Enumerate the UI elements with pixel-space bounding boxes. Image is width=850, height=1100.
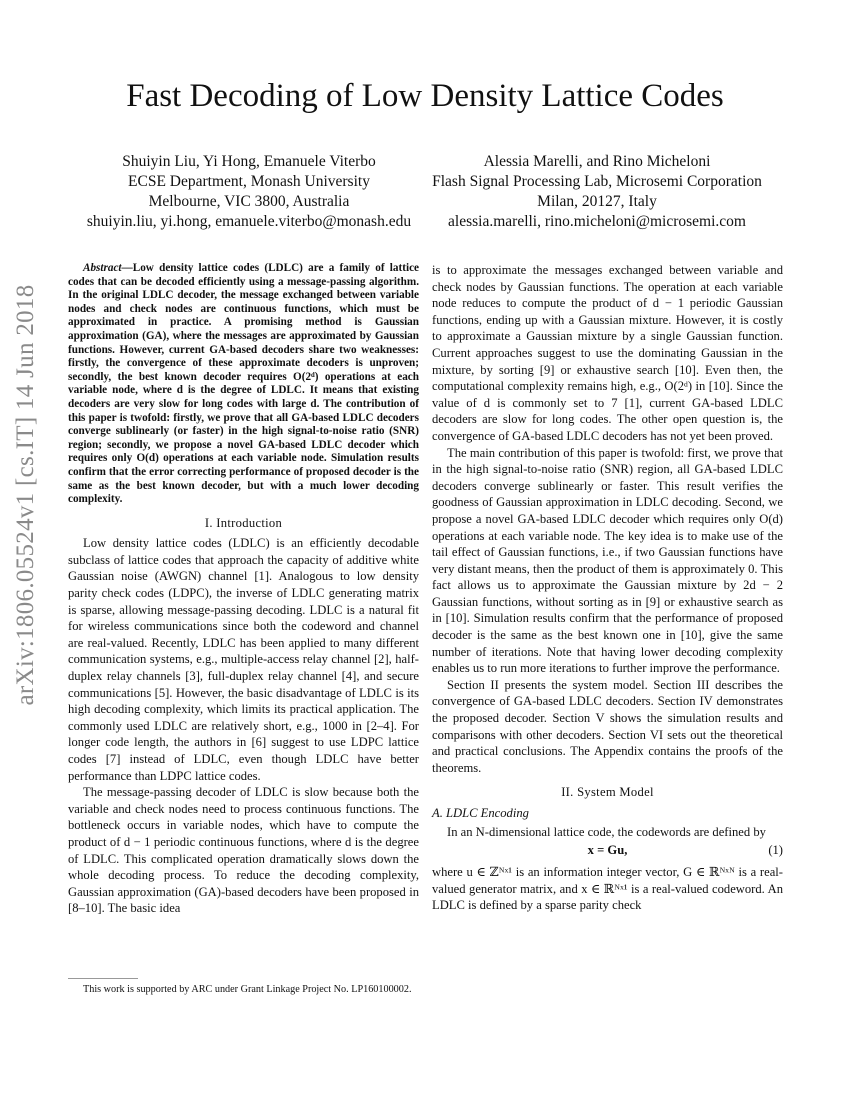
address-left: Melbourne, VIC 3800, Australia	[148, 193, 350, 210]
author-names-right: Alessia Marelli, and Rino Micheloni	[483, 153, 711, 170]
equation-1	[432, 842, 783, 860]
left-column	[68, 262, 419, 917]
address-right: Milan, 20127, Italy	[537, 193, 657, 210]
author-block-left	[84, 152, 414, 232]
abstract	[68, 262, 419, 507]
intro-paragraph-1: Low density lattice codes (LDLC) is an efficiently decodable subclass of lattice codes that approach the capacity of additive white Gaussian noise (AWGN) channel [1]. Analogous to low density parity check codes (LDPC), the inverse of LDLC generating matrix is sparse, allowing message-passing decoding. LDLC is a natural fit for wireless communications since both the codeword and channel are real-valued. Recently, LDLC has been applied to many different communication systems, e.g., multiple-access relay channel [2], half-duplex relay channels [3], full-duplex relay channel [4], and secure communications [5]. However, the basic disadvantage of LDLC is its high decoding complexity, which limits its practical application. The commonly used LDLC are relatively short, e.g., 1000 in [2–4]. For longer code length, the authors in [6] suggest to use LDPC lattice codes [7] instead of LDLC, even though LDLC have better performance than LDPC lattice codes.	[68, 536, 419, 783]
intro-paragraph-4: The main contribution of this paper is twofold: first, we prove that in the high signal-to-noise ratio (SNR) region, all GA-based LDLC decoders converge sublinearly or faster. This result verifies the goodness of Gaussian approximation in LDLC decoding. Second, we propose a novel GA-based LDLC decoder which requires only O(d) operations at each variable node. The key idea is to make use of the tail effect of Gaussian functions, i.e., if two Gaussian functions have very distant means, then the product of them is approximately 0. This fact allows us to approximate the Gaussian mixture by 2d − 2 Gaussian functions, without sorting as in [9] or exhaustive search as in [10]. Simulation results confirm that the performance of proposed decoder is the same as the best known one in [10], give the same number of iterations. Note that having lower decoding complexity enables us to run more iterations to further improve the performance.	[432, 445, 783, 676]
system-model-paragraph-1: In an N-dimensional lattice code, the codewords are defined by	[447, 824, 766, 839]
author-block-right	[418, 152, 776, 232]
system-model-paragraph-2: where u ∈ ℤᴺˣ¹ is an information integer vector, G ∈ ℝᴺˣᴺ is a real-valued generator matrix, and x ∈ ℝᴺˣ¹ is a real-valued codeword. An LDLC is defined by a sparse parity check	[432, 865, 783, 913]
section-heading-introduction: I. Introduction	[204, 515, 283, 530]
intro-paragraph-2: The message-passing decoder of LDLC is slow because both the variable and check nodes need to process continuous functions. The bottleneck occurs in variable nodes, which have to compute the product of d − 1 periodic continuous functions, where d is the degree of LDLC. This complicated operation dramatically slows down the whole decoding process. To reduce the decoding complexity, Gaussian approximation (GA)-based decoders have been proposed in [8–10]. The basic idea	[68, 785, 419, 916]
arxiv-id: arXiv:1806.05524v1 [cs.IT] 14 Jun 2018	[12, 284, 39, 706]
equation-number: (1)	[768, 843, 783, 858]
right-column	[432, 262, 783, 914]
arxiv-sidebar-stamp	[4, 280, 48, 710]
subsection-heading-ldlc-encoding: A. LDLC Encoding	[432, 806, 529, 820]
footnote: This work is supported by ARC under Grant Linkage Project No. LP160100002.	[83, 984, 412, 995]
abstract-text: —Low density lattice codes (LDLC) are a family of lattice codes that can be decoded efficiently using a message-passing algorithm. In the original LDLC decoder, the message exchanged between variable nodes and check nodes are continuous functions, which must be approximated in practice. A promising method is Gaussian approximation (GA), where the messages are approximated by Gaussian functions. However, current GA-based decoders share two weaknesses: firstly, the convergence of these approximate decoders is unproven; secondly, the best known decoder requires O(2ᵈ) operations at each variable node, where d is the degree of LDLC. It means that existing decoders are very slow for long codes with large d. The contribution of this paper is twofold: firstly, we prove that all GA-based LDLC decoders converge sublinearly (or faster) in the high signal-to-noise ratio (SNR) region; secondly, we propose a novel GA-based LDLC decoder which requires only O(d) operations at each variable node. Simulation results confirm that the error correcting performance of proposed decoder is the same as the best known decoder, but with a much lower decoding complexity.	[68, 262, 419, 506]
intro-paragraph-3: is to approximate the messages exchanged between variable and check nodes by Gaussian functions. The operation at each variable node reduces to compute the product of d − 1 periodic Gaussian functions, ending up with a Gaussian mixture. However, it is costly to approximate a Gaussian mixture by a single Gaussian function. Current approaches suggest to use the dominating Gaussian in the mixture, by sorting [9] or exhaustive search [10]. Even then, the computational complexity remains high, e.g., O(2ᵈ) in [10]. Since the value of d is commonly set to 7 [1], current GA-based LDLC decoders are slow for long codes. The other open question is, the convergence of GA-based LDLC decoders has not yet been proved.	[432, 263, 783, 443]
email-right: alessia.marelli, rino.micheloni@microsemi.com	[448, 213, 746, 230]
affiliation-left: ECSE Department, Monash University	[128, 173, 370, 190]
abstract-lead: Abstract	[83, 262, 122, 274]
email-left: shuiyin.liu, yi.hong, emanuele.viterbo@monash.edu	[86, 213, 412, 230]
section-heading-system-model: II. System Model	[561, 785, 654, 800]
equation-body: x = Gu,	[587, 843, 628, 858]
author-names-left: Shuiyin Liu, Yi Hong, Emanuele Viterbo	[122, 153, 376, 170]
footnote-rule	[68, 978, 138, 979]
affiliation-right: Flash Signal Processing Lab, Microsemi Corporation	[432, 173, 762, 190]
intro-paragraph-5: Section II presents the system model. Section III describes the convergence of GA-based LDLC decoders. Section IV demonstrates the proposed decoder. Section V shows the simulation results and comparisons with other decoders. Section VI sets out the theoretical and practical conclusions. The Appendix contains the proofs of the theorems.	[432, 677, 783, 775]
paper-title: Fast Decoding of Low Density Lattice Codes	[126, 78, 724, 114]
